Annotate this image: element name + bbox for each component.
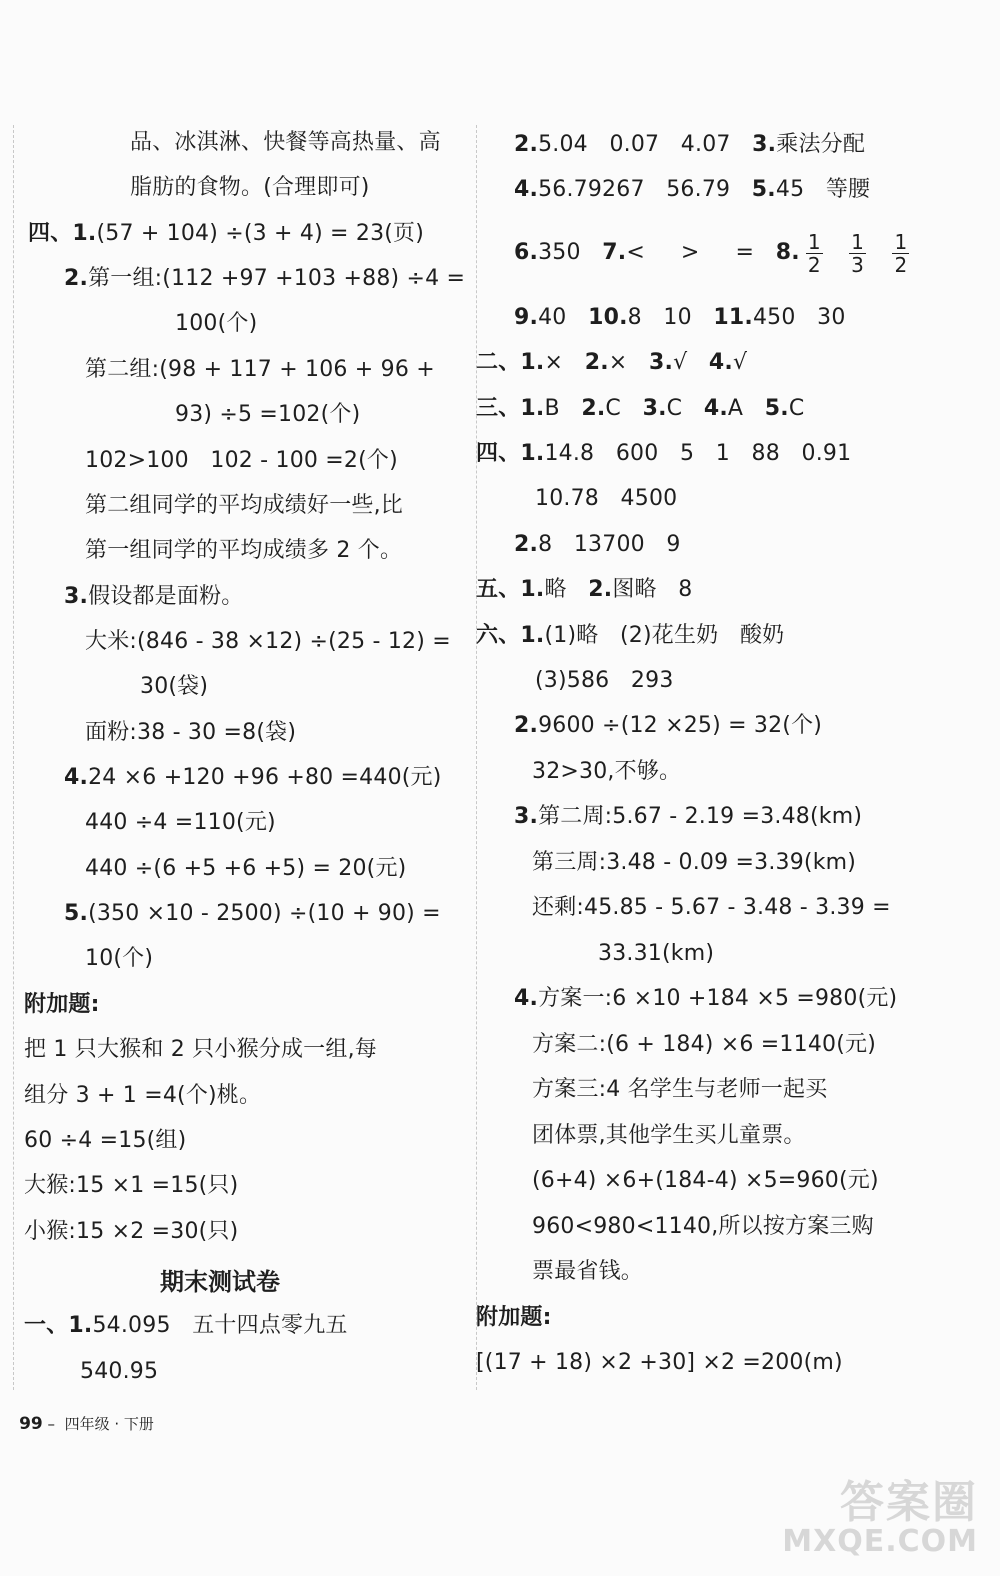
answer-text: 54.095 五十四点零九五 bbox=[92, 1313, 348, 1338]
left-answer-line bbox=[64, 582, 243, 612]
item-number: 四、1. bbox=[476, 441, 545, 466]
left-answer-line bbox=[85, 491, 403, 521]
right-answer-line bbox=[476, 348, 747, 378]
answer-text: 10(个) bbox=[85, 946, 154, 971]
fraction bbox=[892, 231, 909, 276]
item-number: 9. bbox=[514, 305, 539, 330]
answer-text: 票最省钱。 bbox=[532, 1259, 644, 1284]
answer-text: 方案二:(6 + 184) ×6 =1140(元) bbox=[532, 1032, 876, 1057]
answer-text: 第一组同学的平均成绩多 2 个。 bbox=[85, 538, 403, 563]
left-answer-line bbox=[24, 1081, 261, 1111]
answer-text: 8 13700 9 bbox=[538, 532, 681, 557]
answer-text: 大猴:15 ×1 =15(只) bbox=[24, 1173, 239, 1198]
item-number: 4. bbox=[64, 765, 89, 790]
answer-text: 小猴:15 ×2 =30(只) bbox=[24, 1219, 239, 1244]
answer-text: 第一组:(112 +97 +103 +88) ÷4 = bbox=[88, 266, 466, 291]
watermark-cn: 答案圈 bbox=[840, 1477, 978, 1528]
answer-text: 440 ÷(6 +5 +6 +5) = 20(元) bbox=[85, 856, 407, 881]
right-answer-line bbox=[514, 303, 846, 333]
left-answer-line bbox=[175, 400, 360, 430]
answer-text: 假设都是面粉。 bbox=[88, 584, 244, 609]
left-answer-line bbox=[140, 672, 208, 702]
answer-text: 5.04 0.07 4.07 bbox=[538, 132, 753, 157]
left-answer-line bbox=[85, 627, 451, 657]
right-answer-line bbox=[532, 1030, 876, 1060]
answer-text: 略 bbox=[544, 577, 589, 602]
answer-text: 第二周:5.67 - 2.19 =3.48(km) bbox=[538, 804, 863, 829]
answer-text: (57 + 104) ÷(3 + 4) = 23(页) bbox=[96, 221, 425, 246]
fraction-denominator: 2 bbox=[894, 252, 908, 277]
footer-separator: – bbox=[42, 1415, 65, 1433]
watermark-logo bbox=[782, 1477, 978, 1559]
fraction-denominator: 3 bbox=[851, 252, 865, 277]
answer-text: 24 ×6 +120 +96 +80 =440(元) bbox=[88, 765, 442, 790]
answer-text: 440 ÷4 =110(元) bbox=[85, 810, 276, 835]
left-answer-line bbox=[175, 309, 257, 339]
item-number: 4. bbox=[708, 350, 733, 375]
item-number: 10. bbox=[588, 305, 628, 330]
left-answer-line bbox=[85, 808, 276, 838]
left-answer-line bbox=[24, 990, 100, 1020]
left-answer-line bbox=[64, 899, 441, 929]
left-answer-line bbox=[64, 763, 442, 793]
answer-text: C bbox=[605, 396, 643, 421]
answer-text: × bbox=[608, 350, 649, 375]
item-number: 四、1. bbox=[28, 221, 97, 246]
item-number: 一、1. bbox=[24, 1313, 93, 1338]
page-number: 99 bbox=[19, 1414, 43, 1434]
answer-text: 32>30,不够。 bbox=[532, 759, 682, 784]
right-answer-line bbox=[532, 1075, 827, 1105]
right-answer-line bbox=[514, 130, 865, 160]
page-footer bbox=[0, 1395, 154, 1452]
watermark-en: MXQE.COM bbox=[782, 1524, 978, 1559]
answer-text: 组分 3 + 1 =4(个)桃。 bbox=[24, 1083, 262, 1108]
answer-text: A bbox=[727, 396, 765, 421]
right-answer-line bbox=[532, 1121, 806, 1151]
answer-text: [(17 + 18) ×2 +30] ×2 =200(m) bbox=[476, 1350, 843, 1375]
answer-text: (3)586 293 bbox=[535, 668, 674, 693]
item-number: 附加题: bbox=[476, 1305, 552, 1330]
column-divider-line bbox=[476, 125, 477, 1390]
left-answer-line bbox=[130, 173, 370, 203]
answer-text: (1)略 (2)花生奶 酸奶 bbox=[544, 623, 785, 648]
item-number: 三、1. bbox=[476, 396, 545, 421]
answer-text: 把 1 只大猴和 2 只小猴分成一组,每 bbox=[24, 1037, 377, 1062]
right-answer-line bbox=[476, 439, 851, 469]
item-number: 五、1. bbox=[476, 577, 545, 602]
right-answer-line bbox=[476, 1348, 843, 1378]
left-answer-line bbox=[130, 128, 441, 158]
answer-text: 第二组同学的平均成绩好一些,比 bbox=[85, 493, 403, 518]
left-answer-line bbox=[85, 718, 296, 748]
answer-text: C bbox=[788, 396, 805, 421]
right-answer-line bbox=[535, 666, 674, 696]
answer-text: 团体票,其他学生买儿童票。 bbox=[532, 1123, 806, 1148]
footer-grade-label: 四年级 · 下册 bbox=[64, 1415, 154, 1433]
answer-text: 960<980<1140,所以按方案三购 bbox=[532, 1214, 874, 1239]
answer-text: 30(袋) bbox=[140, 674, 209, 699]
answer-text: 540.95 bbox=[80, 1359, 159, 1384]
item-number: 4. bbox=[514, 177, 539, 202]
answer-text: 第二组:(98 + 117 + 106 + 96 + bbox=[85, 357, 435, 382]
item-number: 3. bbox=[64, 584, 89, 609]
answer-text: 93) ÷5 =102(个) bbox=[175, 402, 361, 427]
item-number: 6. bbox=[514, 240, 539, 265]
item-number: 附加题: bbox=[24, 992, 100, 1017]
item-number: 4. bbox=[703, 396, 728, 421]
left-answer-line bbox=[24, 1126, 186, 1156]
right-answer-line bbox=[598, 939, 714, 969]
right-answer-line bbox=[532, 848, 856, 878]
left-answer-line bbox=[85, 944, 153, 974]
item-number: 2. bbox=[514, 532, 539, 557]
answer-text: 品、冰淇淋、快餐等高热量、高 bbox=[130, 130, 441, 155]
answer-text: 102>100 102 - 100 =2(个) bbox=[85, 448, 398, 473]
answer-text: 56.79267 56.79 bbox=[538, 177, 752, 202]
answer-text: C bbox=[666, 396, 704, 421]
answer-text: (350 ×10 - 2500) ÷(10 + 90) = bbox=[88, 901, 441, 926]
answer-text: 350 bbox=[538, 240, 603, 265]
answer-text: 14.8 600 5 1 88 0.91 bbox=[544, 441, 852, 466]
right-answer-line bbox=[514, 984, 897, 1014]
answer-text: 40 bbox=[538, 305, 589, 330]
answer-text: 方案三:4 名学生与老师一起买 bbox=[532, 1077, 828, 1102]
item-number: 8. bbox=[775, 240, 800, 265]
item-number: 二、1. bbox=[476, 350, 545, 375]
left-answer-line bbox=[24, 1035, 377, 1065]
left-answer-line bbox=[24, 1217, 238, 1247]
answer-text: 面粉:38 - 30 =8(袋) bbox=[85, 720, 297, 745]
answer-text: 45 等腰 bbox=[775, 177, 871, 202]
answer-line-fractions bbox=[514, 228, 915, 278]
right-answer-line bbox=[514, 711, 822, 741]
fraction bbox=[806, 231, 823, 276]
left-margin-line bbox=[13, 125, 14, 1390]
answer-text: 100(个) bbox=[175, 311, 258, 336]
item-number: 3. bbox=[648, 350, 674, 375]
left-answer-line bbox=[80, 1357, 158, 1387]
item-number: 5. bbox=[64, 901, 89, 926]
answer-text: < > = bbox=[626, 240, 776, 265]
answer-text: 第三周:3.48 - 0.09 =3.39(km) bbox=[532, 850, 857, 875]
right-answer-line bbox=[532, 1166, 879, 1196]
item-number: 7. bbox=[602, 240, 627, 265]
right-answer-line bbox=[532, 893, 891, 923]
answer-text: 乘法分配 bbox=[776, 132, 866, 157]
left-answer-line bbox=[85, 446, 398, 476]
answer-text: × bbox=[544, 350, 585, 375]
answer-text: 还剩:45.85 - 5.67 - 3.48 - 3.39 = bbox=[532, 895, 891, 920]
left-answer-line bbox=[64, 264, 465, 294]
answer-text: 大米:(846 - 38 ×12) ÷(25 - 12) = bbox=[85, 629, 451, 654]
item-number: 4. bbox=[514, 986, 539, 1011]
left-answer-line bbox=[24, 1311, 348, 1341]
item-number: 2. bbox=[514, 713, 539, 738]
right-answer-line bbox=[532, 1212, 874, 1242]
item-number: 2. bbox=[514, 132, 539, 157]
answer-text: 60 ÷4 =15(组) bbox=[24, 1128, 187, 1153]
item-number: 2. bbox=[584, 350, 609, 375]
section-heading-final-exam: 期末测试卷 bbox=[160, 1268, 280, 1296]
answer-text: √ bbox=[673, 350, 709, 375]
answer-text: √ bbox=[732, 350, 748, 375]
answer-text: 450 30 bbox=[752, 305, 846, 330]
answer-text: 9600 ÷(12 ×25) = 32(个) bbox=[538, 713, 823, 738]
item-number: 3. bbox=[752, 132, 777, 157]
left-answer-line bbox=[85, 854, 406, 884]
fraction-denominator: 2 bbox=[807, 252, 821, 277]
item-number: 2. bbox=[588, 577, 613, 602]
answer-text: 8 10 bbox=[627, 305, 714, 330]
right-answer-line bbox=[535, 484, 677, 514]
right-answer-line bbox=[514, 802, 862, 832]
fraction-numerator: 1 bbox=[894, 229, 908, 254]
item-number: 5. bbox=[764, 396, 789, 421]
right-answer-line bbox=[476, 621, 784, 651]
answer-text: 33.31(km) bbox=[598, 941, 715, 966]
answer-text: 10.78 4500 bbox=[535, 486, 678, 511]
fraction-numerator: 1 bbox=[807, 229, 821, 254]
left-answer-line bbox=[85, 355, 435, 385]
right-answer-line bbox=[514, 530, 681, 560]
item-number: 2. bbox=[581, 396, 606, 421]
item-number: 2. bbox=[64, 266, 89, 291]
fraction-numerator: 1 bbox=[851, 229, 865, 254]
right-answer-line bbox=[514, 175, 870, 205]
right-answer-line bbox=[476, 1303, 552, 1333]
answer-text: (6+4) ×6+(184-4) ×5=960(元) bbox=[532, 1168, 879, 1193]
left-answer-line bbox=[85, 536, 402, 566]
item-number: 5. bbox=[751, 177, 776, 202]
answer-text: B bbox=[544, 396, 582, 421]
answer-text: 图略 8 bbox=[612, 577, 693, 602]
item-number: 3. bbox=[514, 804, 539, 829]
left-answer-line bbox=[28, 219, 424, 249]
answer-text: 方案一:6 ×10 +184 ×5 =980(元) bbox=[538, 986, 898, 1011]
right-answer-line bbox=[476, 394, 804, 424]
left-answer-line bbox=[24, 1171, 238, 1201]
item-number: 3. bbox=[642, 396, 667, 421]
right-answer-line bbox=[532, 1257, 643, 1287]
item-number: 11. bbox=[713, 305, 753, 330]
right-answer-line bbox=[476, 575, 693, 605]
right-answer-line bbox=[532, 757, 681, 787]
fraction bbox=[849, 231, 866, 276]
answer-text: 脂肪的食物。(合理即可) bbox=[130, 175, 370, 200]
item-number: 六、1. bbox=[476, 623, 545, 648]
